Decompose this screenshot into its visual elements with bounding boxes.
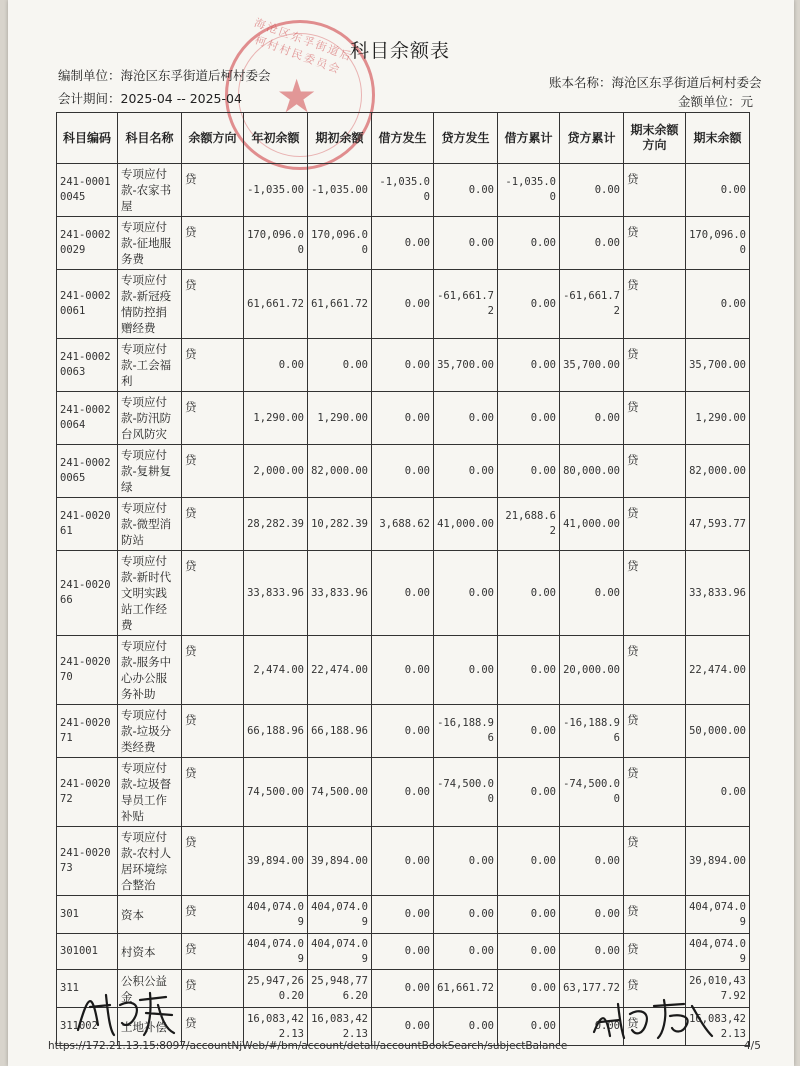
table-row	[57, 934, 750, 970]
cell-credit-cum: 0.00	[560, 827, 624, 896]
report-title: 科目余额表	[349, 40, 450, 62]
column-header: 年初余额	[244, 113, 308, 164]
cell-end-dir: 贷	[624, 970, 686, 1008]
cell-debit-cum: 0.00	[498, 896, 560, 934]
cell-credit: 0.00	[434, 392, 498, 445]
cell-period-begin: 16,083,422.13	[308, 1008, 372, 1046]
cell-debit-cum: 0.00	[498, 934, 560, 970]
cell-dir: 贷	[182, 827, 244, 896]
cell-credit: -61,661.72	[434, 270, 498, 339]
table-row	[57, 164, 750, 217]
cell-debit-cum: 0.00	[498, 445, 560, 498]
cell-debit: -1,035.00	[372, 164, 434, 217]
cell-end-dir: 贷	[624, 827, 686, 896]
cell-period-begin: 39,894.00	[308, 827, 372, 896]
cell-credit: 41,000.00	[434, 498, 498, 551]
cell-dir: 贷	[182, 551, 244, 636]
cell-year-begin: 404,074.09	[244, 896, 308, 934]
cell-credit: -74,500.00	[434, 758, 498, 827]
cell-end-dir: 贷	[624, 705, 686, 758]
cell-year-begin: 2,000.00	[244, 445, 308, 498]
subject-balance-table	[56, 112, 750, 1046]
cell-debit-cum: 0.00	[498, 827, 560, 896]
column-header: 余额方向	[182, 113, 244, 164]
cell-period-begin: -1,035.00	[308, 164, 372, 217]
footer-url: https://172.21.13.15:8097/accountNjWeb/#/bm/account/detail/accountBookSearch/subjectBalance	[48, 1040, 568, 1052]
cell-credit-cum: -16,188.96	[560, 705, 624, 758]
cell-debit-cum: 0.00	[498, 1008, 560, 1046]
cell-name: 专项应付款-垃圾督导员工作补贴	[118, 758, 182, 827]
cell-year-begin: 28,282.39	[244, 498, 308, 551]
cell-year-begin: 170,096.00	[244, 217, 308, 270]
cell-code: 241-002073	[57, 827, 118, 896]
cell-period-begin: 82,000.00	[308, 445, 372, 498]
cell-debit: 0.00	[372, 1008, 434, 1046]
cell-end-dir: 贷	[624, 445, 686, 498]
cell-code: 241-002061	[57, 498, 118, 551]
column-header: 科目名称	[118, 113, 182, 164]
cell-debit-cum: 0.00	[498, 217, 560, 270]
cell-debit-cum: 0.00	[498, 392, 560, 445]
cell-period-begin: 22,474.00	[308, 636, 372, 705]
cell-credit-cum: 20,000.00	[560, 636, 624, 705]
cell-debit-cum: 0.00	[498, 551, 560, 636]
cell-credit-cum: 63,177.72	[560, 970, 624, 1008]
cell-code: 241-00010045	[57, 164, 118, 217]
cell-credit-cum: 0.00	[560, 217, 624, 270]
page-number: 4/5	[744, 1040, 761, 1052]
table-row	[57, 896, 750, 934]
cell-debit: 0.00	[372, 827, 434, 896]
cell-period-begin: 404,074.09	[308, 934, 372, 970]
cell-credit-cum: 0.00	[560, 392, 624, 445]
cell-year-begin: -1,035.00	[244, 164, 308, 217]
cell-credit-cum: 35,700.00	[560, 339, 624, 392]
cell-period-begin: 170,096.00	[308, 217, 372, 270]
cell-code: 301	[57, 896, 118, 934]
cell-name: 专项应付款-服务中心办公服务补助	[118, 636, 182, 705]
column-header: 贷方累计	[560, 113, 624, 164]
table-row	[57, 758, 750, 827]
cell-credit-cum: 0.00	[560, 1008, 624, 1046]
cell-code: 311002	[57, 1008, 118, 1046]
cell-end: 26,010,437.92	[686, 970, 750, 1008]
cell-debit-cum: 0.00	[498, 339, 560, 392]
cell-code: 241-002071	[57, 705, 118, 758]
cell-end: 22,474.00	[686, 636, 750, 705]
column-header: 期末余额方向	[624, 113, 686, 164]
cell-credit: 0.00	[434, 827, 498, 896]
cell-end-dir: 贷	[624, 217, 686, 270]
cell-credit-cum: 41,000.00	[560, 498, 624, 551]
cell-year-begin: 16,083,422.13	[244, 1008, 308, 1046]
cell-credit-cum: -61,661.72	[560, 270, 624, 339]
cell-end: 0.00	[686, 758, 750, 827]
cell-code: 301001	[57, 934, 118, 970]
signature-right	[588, 992, 718, 1042]
cell-credit-cum: 80,000.00	[560, 445, 624, 498]
cell-debit: 0.00	[372, 392, 434, 445]
column-header: 期初余额	[308, 113, 372, 164]
cell-debit: 0.00	[372, 270, 434, 339]
cell-credit: -16,188.96	[434, 705, 498, 758]
cell-dir: 贷	[182, 758, 244, 827]
cell-credit-cum: 0.00	[560, 164, 624, 217]
cell-end: 39,894.00	[686, 827, 750, 896]
cell-name: 专项应付款-垃圾分类经费	[118, 705, 182, 758]
cell-debit-cum: 0.00	[498, 970, 560, 1008]
table-row	[57, 392, 750, 445]
cell-name: 村资本	[118, 934, 182, 970]
column-header: 科目编码	[57, 113, 118, 164]
cell-debit: 0.00	[372, 896, 434, 934]
column-header: 借方累计	[498, 113, 560, 164]
cell-end-dir: 贷	[624, 551, 686, 636]
column-header: 借方发生	[372, 113, 434, 164]
cell-debit: 0.00	[372, 445, 434, 498]
cell-name: 专项应付款-微型消防站	[118, 498, 182, 551]
cell-debit-cum: 21,688.62	[498, 498, 560, 551]
cell-dir: 贷	[182, 339, 244, 392]
table-row	[57, 445, 750, 498]
cell-credit: 0.00	[434, 1008, 498, 1046]
cell-name: 专项应付款-新时代文明实践站工作经费	[118, 551, 182, 636]
cell-credit-cum: 0.00	[560, 896, 624, 934]
cell-debit: 0.00	[372, 705, 434, 758]
cell-end-dir: 贷	[624, 164, 686, 217]
cell-dir: 贷	[182, 896, 244, 934]
cell-name: 专项应付款-农村人居环境综合整治	[118, 827, 182, 896]
cell-credit: 0.00	[434, 217, 498, 270]
cell-debit-cum: 0.00	[498, 758, 560, 827]
cell-debit-cum: -1,035.00	[498, 164, 560, 217]
cell-end-dir: 贷	[624, 270, 686, 339]
cell-debit-cum: 0.00	[498, 705, 560, 758]
cell-end: 35,700.00	[686, 339, 750, 392]
cell-debit: 0.00	[372, 636, 434, 705]
cell-year-begin: 25,947,260.20	[244, 970, 308, 1008]
table-row	[57, 217, 750, 270]
cell-debit: 0.00	[372, 970, 434, 1008]
cell-code: 241-00020064	[57, 392, 118, 445]
cell-debit: 0.00	[372, 339, 434, 392]
cell-credit-cum: -74,500.00	[560, 758, 624, 827]
cell-period-begin: 25,948,776.20	[308, 970, 372, 1008]
cell-code: 241-00020029	[57, 217, 118, 270]
cell-credit-cum: 0.00	[560, 934, 624, 970]
cell-code: 241-00020061	[57, 270, 118, 339]
cell-credit: 35,700.00	[434, 339, 498, 392]
cell-code: 311	[57, 970, 118, 1008]
table-row	[57, 705, 750, 758]
cell-credit: 61,661.72	[434, 970, 498, 1008]
table-row	[57, 636, 750, 705]
cell-period-begin: 74,500.00	[308, 758, 372, 827]
cell-name: 专项应付款-工会福利	[118, 339, 182, 392]
cell-dir: 贷	[182, 392, 244, 445]
cell-debit: 0.00	[372, 217, 434, 270]
cell-end-dir: 贷	[624, 758, 686, 827]
cell-end: 16,083,422.13	[686, 1008, 750, 1046]
cell-period-begin: 404,074.09	[308, 896, 372, 934]
cell-code: 241-00020063	[57, 339, 118, 392]
cell-end: 404,074.09	[686, 934, 750, 970]
cell-dir: 贷	[182, 934, 244, 970]
cell-end: 33,833.96	[686, 551, 750, 636]
cell-code: 241-002072	[57, 758, 118, 827]
cell-year-begin: 66,188.96	[244, 705, 308, 758]
cell-debit: 0.00	[372, 758, 434, 827]
cell-end: 82,000.00	[686, 445, 750, 498]
cell-credit: 0.00	[434, 636, 498, 705]
signature-left	[70, 985, 180, 1040]
cell-end-dir: 贷	[624, 339, 686, 392]
cell-dir: 贷	[182, 636, 244, 705]
seal-star-icon: ★	[276, 69, 318, 123]
cell-dir: 贷	[182, 970, 244, 1008]
cell-period-begin: 66,188.96	[308, 705, 372, 758]
cell-debit-cum: 0.00	[498, 636, 560, 705]
cell-debit: 3,688.62	[372, 498, 434, 551]
cell-dir: 贷	[182, 445, 244, 498]
table-row	[57, 498, 750, 551]
cell-dir: 贷	[182, 270, 244, 339]
cell-period-begin: 33,833.96	[308, 551, 372, 636]
cell-credit: 0.00	[434, 551, 498, 636]
cell-code: 241-002066	[57, 551, 118, 636]
table-row	[57, 827, 750, 896]
cell-credit: 0.00	[434, 164, 498, 217]
cell-year-begin: 2,474.00	[244, 636, 308, 705]
cell-name: 资本	[118, 896, 182, 934]
cell-year-begin: 404,074.09	[244, 934, 308, 970]
cell-end: 50,000.00	[686, 705, 750, 758]
cell-end: 47,593.77	[686, 498, 750, 551]
cell-dir: 贷	[182, 164, 244, 217]
table-row	[57, 551, 750, 636]
cell-name: 专项应付款-征地服务费	[118, 217, 182, 270]
cell-dir: 贷	[182, 498, 244, 551]
table-row	[57, 270, 750, 339]
account-book-label: 账本名称：海沧区东孚街道后柯村委会	[549, 75, 762, 90]
cell-year-begin: 33,833.96	[244, 551, 308, 636]
cell-credit: 0.00	[434, 896, 498, 934]
cell-period-begin: 1,290.00	[308, 392, 372, 445]
cell-end-dir: 贷	[624, 392, 686, 445]
cell-year-begin: 74,500.00	[244, 758, 308, 827]
cell-year-begin: 61,661.72	[244, 270, 308, 339]
cell-debit: 0.00	[372, 551, 434, 636]
cell-credit-cum: 0.00	[560, 551, 624, 636]
cell-credit: 0.00	[434, 445, 498, 498]
column-header: 期末余额	[686, 113, 750, 164]
cell-period-begin: 10,282.39	[308, 498, 372, 551]
cell-name: 专项应付款-农家书屋	[118, 164, 182, 217]
cell-credit: 0.00	[434, 934, 498, 970]
cell-name: 专项应付款-复耕复绿	[118, 445, 182, 498]
cell-code: 241-00020065	[57, 445, 118, 498]
cell-end: 170,096.00	[686, 217, 750, 270]
cell-end: 1,290.00	[686, 392, 750, 445]
table-header-row	[57, 113, 750, 164]
cell-dir: 贷	[182, 705, 244, 758]
cell-end-dir: 贷	[624, 896, 686, 934]
cell-end: 404,074.09	[686, 896, 750, 934]
cell-end-dir: 贷	[624, 498, 686, 551]
cell-end-dir: 贷	[624, 1008, 686, 1046]
cell-end: 0.00	[686, 164, 750, 217]
cell-dir: 贷	[182, 217, 244, 270]
cell-end-dir: 贷	[624, 934, 686, 970]
seal-text: 海沧区东孚街道后柯村村民委员会	[252, 16, 355, 77]
period-label: 会计期间：2025-04 -- 2025-04	[58, 91, 242, 106]
cell-name: 土地补偿	[118, 1008, 182, 1046]
cell-dir: 贷	[182, 1008, 244, 1046]
cell-end-dir: 贷	[624, 636, 686, 705]
cell-debit: 0.00	[372, 934, 434, 970]
cell-end: 0.00	[686, 270, 750, 339]
cell-year-begin: 39,894.00	[244, 827, 308, 896]
cell-year-begin: 1,290.00	[244, 392, 308, 445]
cell-name: 专项应付款-新冠疫情防控捐赠经费	[118, 270, 182, 339]
cell-period-begin: 61,661.72	[308, 270, 372, 339]
cell-name: 公积公益金	[118, 970, 182, 1008]
table-row	[57, 339, 750, 392]
cell-code: 241-002070	[57, 636, 118, 705]
column-header: 贷方发生	[434, 113, 498, 164]
cell-period-begin: 0.00	[308, 339, 372, 392]
cell-name: 专项应付款-防汛防台风防灾	[118, 392, 182, 445]
org-label: 编制单位：海沧区东孚街道后柯村委会	[58, 68, 271, 83]
amount-unit-label: 金额单位：元	[678, 94, 754, 109]
cell-year-begin: 0.00	[244, 339, 308, 392]
cell-debit-cum: 0.00	[498, 270, 560, 339]
